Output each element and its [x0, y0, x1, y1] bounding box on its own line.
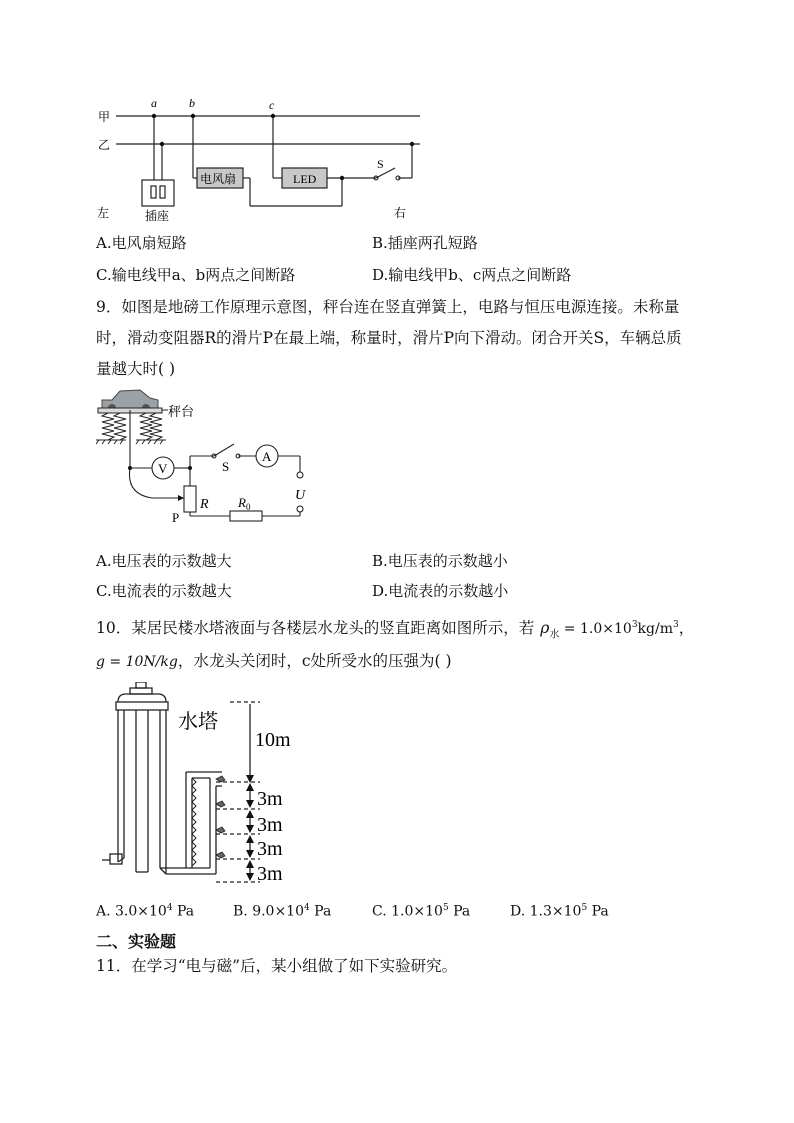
q10-option-b-value: B. 9.0×10 — [233, 903, 304, 920]
q10-option-a-value: A. 3.0×10 — [96, 903, 167, 920]
q9-option-d[interactable]: D.电流表的示数越小 — [372, 582, 509, 600]
led-label: LED — [293, 172, 317, 186]
height-3m-4: 3m — [257, 863, 283, 885]
q10-option-d-value: D. 1.3×10 — [510, 903, 582, 920]
q10-stem-line1 — [96, 614, 694, 646]
q9-option-c[interactable]: C.电流表的示数越大 — [96, 582, 232, 600]
q9-weighbridge-diagram — [96, 386, 316, 532]
label-a: a — [151, 96, 157, 110]
q10-water-tower-diagram — [100, 682, 320, 886]
tower-label: 水塔 — [178, 709, 218, 733]
rho-exponent: 3 — [631, 620, 638, 630]
height-3m-2: 3m — [257, 814, 283, 836]
q10-option-b[interactable] — [233, 897, 331, 923]
height-3m-3: 3m — [257, 838, 283, 860]
r0-label: $R_0$ — [238, 495, 251, 512]
q10-option-c[interactable] — [372, 897, 470, 923]
label-left: 左 — [97, 206, 110, 220]
q10-option-c-value: C. 1.0×10 — [372, 903, 443, 920]
q8-option-b[interactable]: B.插座两孔短路 — [372, 234, 478, 252]
q9-stem-line3: 量越大时( ) — [96, 360, 176, 378]
label-b: b — [189, 96, 195, 110]
rho-value: = 1.0×10 — [559, 621, 632, 638]
q10-option-a-exp: 4 — [166, 903, 173, 913]
rheostat-label: R — [200, 497, 209, 512]
label-right: 右 — [394, 206, 407, 220]
rho-comma: ， — [678, 619, 695, 638]
rho-symbol: ρ — [540, 619, 550, 638]
rho-unit-exponent: 3 — [672, 620, 679, 630]
q10-option-b-unit: Pa — [309, 903, 332, 920]
voltmeter-label: V — [158, 461, 168, 476]
ammeter-label: A — [262, 449, 272, 464]
socket-label: 插座 — [145, 209, 170, 222]
switch-s-label: S — [222, 459, 230, 474]
label-yi: 乙 — [98, 138, 111, 152]
q8-circuit-diagram — [90, 92, 430, 222]
q10-stem-rest: ，水龙头关闭时，c处所受水的压强为( ) — [177, 652, 452, 670]
q10-option-c-exp: 5 — [442, 903, 449, 913]
slider-p-label: P — [172, 510, 180, 525]
q8-option-a[interactable]: A.电风扇短路 — [96, 234, 187, 252]
q10-option-c-unit: Pa — [448, 903, 471, 920]
q10-option-d-exp: 5 — [581, 903, 588, 913]
g-value: g = 10N/kg — [96, 654, 178, 670]
rho-subscript: 水 — [549, 629, 560, 641]
q8-option-d[interactable]: D.输电线甲b、c两点之间断路 — [372, 266, 572, 284]
height-10m: 10m — [255, 729, 291, 751]
q10-stem-text: 10．某居民楼水塔液面与各楼层水龙头的竖直距离如图所示，若 — [96, 619, 535, 638]
faucet-icons — [216, 776, 225, 858]
switch-label: S — [377, 157, 384, 171]
q10-stem-line2 — [96, 650, 452, 673]
q11-stem: 11．在学习“电与磁”后，某小组做了如下实验研究。 — [96, 957, 458, 975]
q9-option-b[interactable]: B.电压表的示数越小 — [372, 552, 508, 570]
q9-stem-line1: 9．如图是地磅工作原理示意图，秤台连在竖直弹簧上，电路与恒压电源连接。未称量 — [96, 298, 680, 316]
q10-option-d[interactable] — [510, 897, 609, 923]
q10-option-d-unit: Pa — [587, 903, 609, 920]
q10-option-a[interactable] — [96, 897, 194, 923]
platform-label: 秤台 — [168, 405, 195, 420]
q10-option-a-unit: Pa — [172, 903, 195, 920]
label-jia: 甲 — [98, 110, 111, 124]
q9-stem-line2: 时，滑动变阻器R的滑片P在最上端，称量时，滑片P向下滑动。闭合开关S，车辆总质 — [96, 329, 682, 347]
source-u-label: U — [295, 488, 306, 503]
fan-label: 电风扇 — [200, 172, 237, 186]
section-title: 二、实验题 — [96, 932, 177, 951]
q8-option-c[interactable]: C.输电线甲a、b两点之间断路 — [96, 266, 296, 284]
q10-option-b-exp: 4 — [304, 903, 310, 913]
height-3m-1: 3m — [257, 788, 283, 810]
rho-unit: kg/m — [637, 621, 673, 638]
label-c: c — [269, 98, 275, 112]
q9-option-a[interactable]: A.电压表的示数越大 — [96, 552, 232, 570]
